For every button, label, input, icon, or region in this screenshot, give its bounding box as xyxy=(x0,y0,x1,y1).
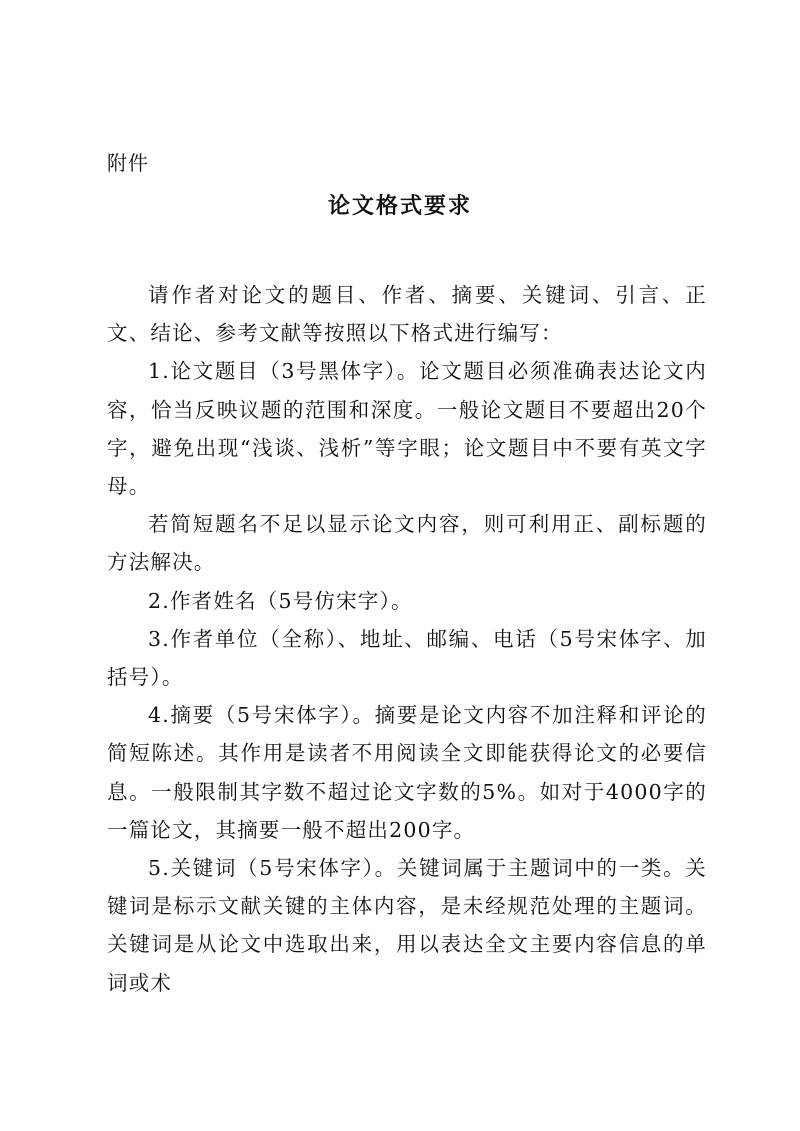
paragraph-intro: 请作者对论文的题目、作者、摘要、关键词、引言、正文、结论、参考文献等按照以下格式进行编写： xyxy=(107,283,707,346)
document-body xyxy=(107,276,707,1002)
paragraph-abstract: 4.摘要（5号宋体字）。摘要是论文内容不加注释和评论的简短陈述。其作用是读者不用阅读全文即能获得论文的必要信息。一般限制其字数不超过论文字数的5%。如对于4000字的一篇论文，其摘要一般不超出200字。 xyxy=(107,703,707,842)
paragraph-keywords: 5.关键词（5号宋体字）。关键词属于主题词中的一类。关键词是标示文献关键的主体内容，是未经规范处理的主题词。关键词是从论文中选取出来，用以表达全文主要内容信息的单词或术 xyxy=(107,856,707,995)
paragraph-author-name: 2.作者姓名（5号仿宋字）。 xyxy=(148,588,413,613)
page-title: 论文格式要求 xyxy=(327,193,472,219)
paragraph-title-rule: 1.论文题目（3号黑体字）。论文题目必须准确表达论文内容，恰当反映议题的范围和深度。一般论文题目不要超出20个字，避免出现“浅谈、浅析”等字眼；论文题目中不要有英文字母。 xyxy=(107,359,707,499)
attachment-label: 附件 xyxy=(107,151,149,175)
paragraph-author-unit: 3.作者单位（全称）、地址、邮编、电话（5号宋体字、加括号）。 xyxy=(107,626,707,690)
paragraph-subtitle-rule: 若简短题名不足以显示论文内容，则可利用正、副标题的方法解决。 xyxy=(107,512,707,575)
